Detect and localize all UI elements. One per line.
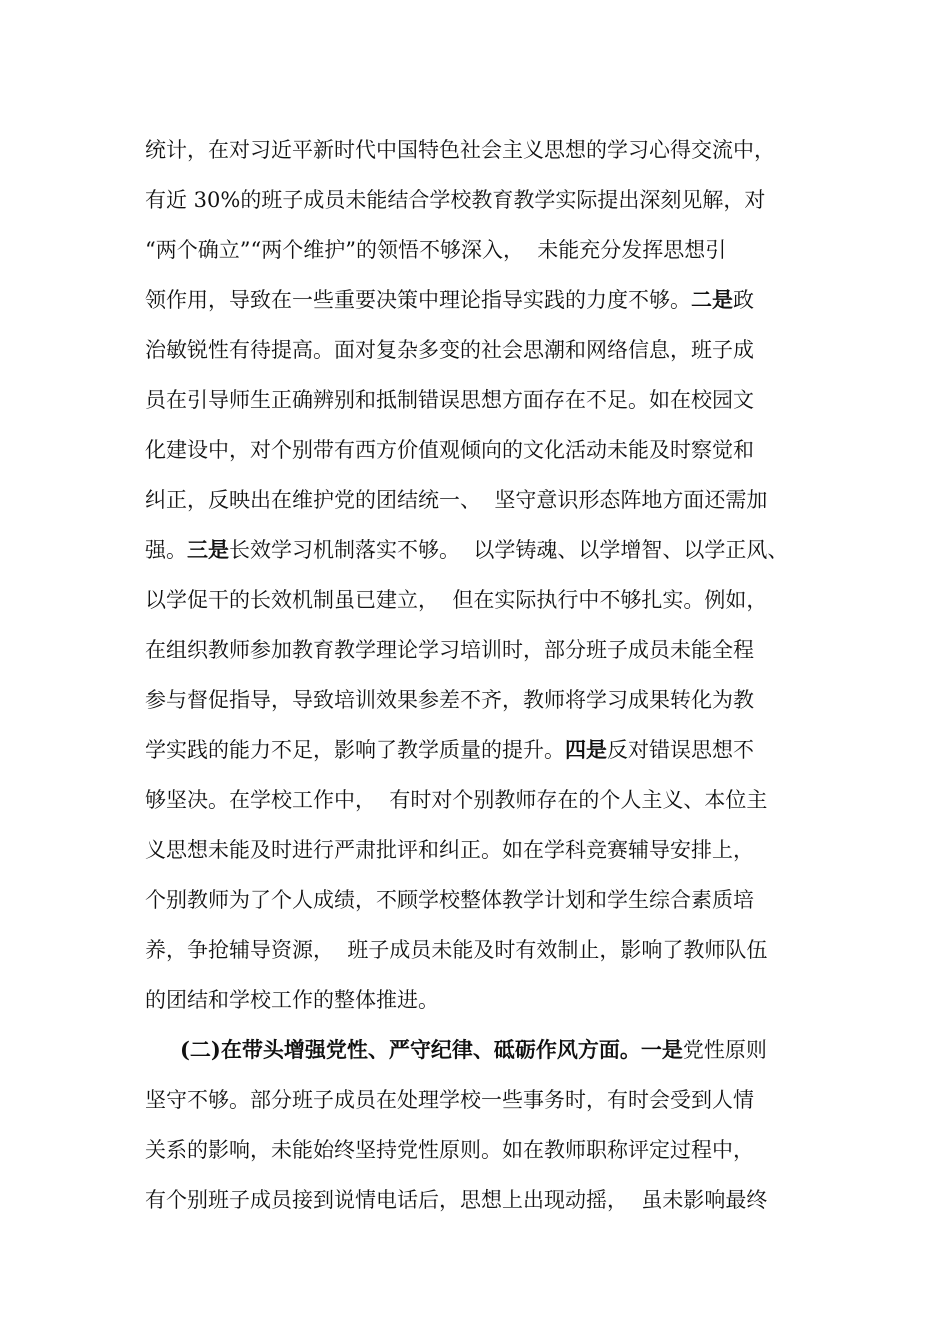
text-run: 够坚决。在学校工作中， 有时对个别教师存在的个人主义、本位主 xyxy=(145,788,768,812)
text-line xyxy=(145,935,767,965)
text-run: 参与督促指导，导致培训效果参差不齐，教师将学习成果转化为教 xyxy=(145,688,754,712)
text-run: “两个确立”“两个维护”的领悟不够深入， 未能充分发挥思想引 xyxy=(145,238,727,262)
text-run: 化建设中，对个别带有西方价值观倾向的文化活动未能及时察觉和 xyxy=(145,438,754,462)
bold-keyword: 三是 xyxy=(187,537,229,562)
text-run: 治敏锐性有待提高。面对复杂多变的社会思潮和网络信息，班子成 xyxy=(145,338,754,362)
text-run: 有个别班子成员接到说情电话后，思想上出现动摇， 虽未影响最终 xyxy=(145,1188,768,1212)
text-line xyxy=(145,235,726,265)
text-line xyxy=(145,435,754,465)
text-line xyxy=(145,835,754,865)
text-line xyxy=(145,1185,767,1215)
text-line xyxy=(145,785,767,815)
text-line xyxy=(145,285,754,315)
text-run: 以学促干的长效机制虽已建立， 但在实际执行中不够扎实。例如， xyxy=(145,588,768,612)
bold-keyword: 四是 xyxy=(565,737,607,762)
bold-keyword: 二是 xyxy=(691,287,733,312)
text-line xyxy=(145,685,754,715)
text-line xyxy=(145,585,767,615)
text-run: 坚守不够。部分班子成员在处理学校一些事务时，有时会受到人情 xyxy=(145,1088,754,1112)
text-line xyxy=(145,885,754,915)
text-line xyxy=(145,335,754,365)
text-line xyxy=(145,1085,754,1115)
bold-keyword: 一是 xyxy=(640,1037,683,1062)
text-line xyxy=(145,985,439,1015)
text-line xyxy=(145,635,754,665)
text-run: 有近 30%的班子成员未能结合学校教育教学实际提出深刻见解，对 xyxy=(145,188,766,212)
section-heading: (二)在带头增强党性、严守纪律、砥砺作风方面。 xyxy=(180,1037,641,1062)
text-line xyxy=(145,535,788,565)
text-run: 纠正，反映出在维护党的团结统一、 坚守意识形态阵地方面还需加 xyxy=(145,488,768,512)
text-run: 政 xyxy=(733,288,754,312)
text-line xyxy=(145,185,765,215)
text-run: 长效学习机制落实不够。 以学铸魂、以学增智、以学正风、 xyxy=(229,538,789,562)
text-run: 的团结和学校工作的整体推进。 xyxy=(145,988,439,1012)
text-run: 个别教师为了个人成绩，不顾学校整体教学计划和学生综合素质培 xyxy=(145,888,754,912)
text-line xyxy=(145,735,754,765)
text-run: 学实践的能力不足，影响了教学质量的提升。 xyxy=(145,738,565,762)
section-heading-line xyxy=(180,1035,767,1065)
text-run: 反对错误思想不 xyxy=(607,738,754,762)
text-line xyxy=(145,1135,754,1165)
text-run: 强。 xyxy=(145,538,187,562)
text-line xyxy=(145,485,767,515)
text-run: 领作用，导致在一些重要决策中理论指导实践的力度不够。 xyxy=(145,288,691,312)
text-line xyxy=(145,385,754,415)
text-run: 党性原则 xyxy=(682,1038,767,1062)
text-run: 员在引导师生正确辨别和抵制错误思想方面存在不足。如在校园文 xyxy=(145,388,754,412)
text-run: 统计，在对习近平新时代中国特色社会主义思想的学习心得交流中， xyxy=(145,138,775,162)
text-run: 在组织教师参加教育教学理论学习培训时，部分班子成员未能全程 xyxy=(145,638,754,662)
text-run: 养，争抢辅导资源， 班子成员未能及时有效制止，影响了教师队伍 xyxy=(145,938,768,962)
text-line xyxy=(145,135,775,165)
text-run: 义思想未能及时进行严肃批评和纠正。如在学科竞赛辅导安排上， xyxy=(145,838,754,862)
text-run: 关系的影响，未能始终坚持党性原则。如在教师职称评定过程中， xyxy=(145,1138,754,1162)
